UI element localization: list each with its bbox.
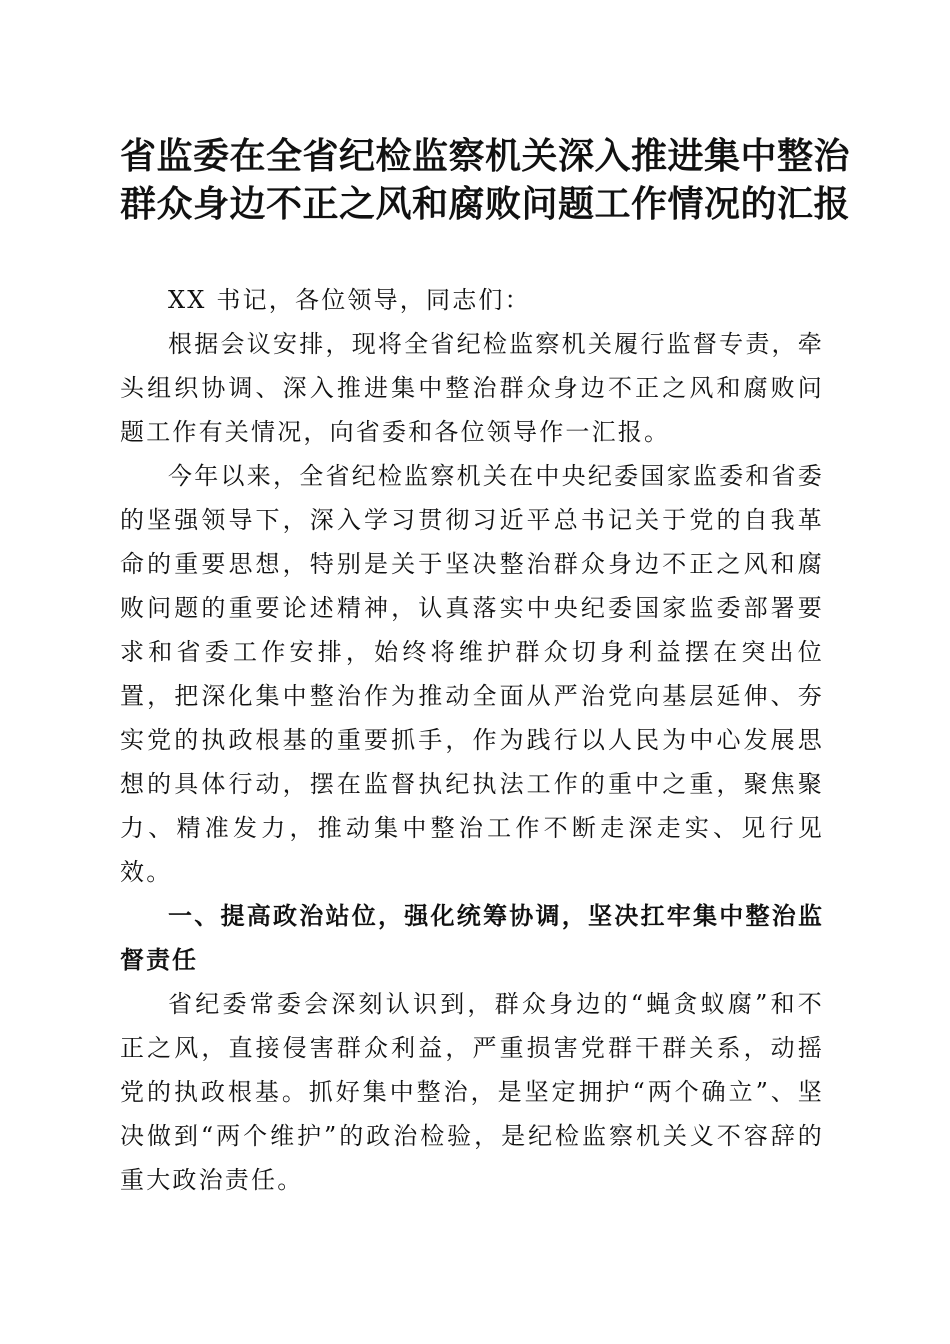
salutation: XX 书记，各位领导，同志们： [168,286,531,314]
section-paragraph: 省纪委常委会深刻认识到，群众身边的“蝇贪蚁腐”和不正之风，直接侵害群众利益，严重损害党群干群关系，动摇党的执政根基。抓好集中整治，是坚定拥护“两个确立”、坚决做到“两个维护”的政治检验，是纪检监察机关义不容辞的重大政治责任。 [120,990,824,1194]
section-heading: 一、提高政治站位，强化统筹协调，坚决扛牢集中整治监督责任 [120,902,824,974]
paragraph-overview: 今年以来，全省纪检监察机关在中央纪委国家监委和省委的坚强领导下，深入学习贯彻习近平总书记关于党的自我革命的重要思想，特别是关于坚决整治群众身边不正之风和腐败问题的重要论述精神，认真落实中央纪委国家监委部署要求和省委工作安排，始终将维护群众切身利益摆在突出位置，把深化集中整治作为推动全面从严治党向基层延伸、夯实党的执政根基的重要抓手，作为践行以人民为中心发展思想的具体行动，摆在监督执纪执法工作的重中之重，聚焦聚力、精准发力，推动集中整治工作不断走深走实、见行见效。 [120,462,824,886]
title-line-2: 群众身边不正之风和腐败问题工作情况的汇报 [120,183,851,225]
document-body [120,278,824,1202]
title-line-1: 省监委在全省纪检监察机关深入推进集中整治 [120,135,851,177]
paragraph-intro: 根据会议安排，现将全省纪检监察机关履行监督专责，牵头组织协调、深入推进集中整治群众身边不正之风和腐败问题工作有关情况，向省委和各位领导作一汇报。 [120,330,824,446]
document-page [120,132,851,1202]
document-title [120,132,851,228]
